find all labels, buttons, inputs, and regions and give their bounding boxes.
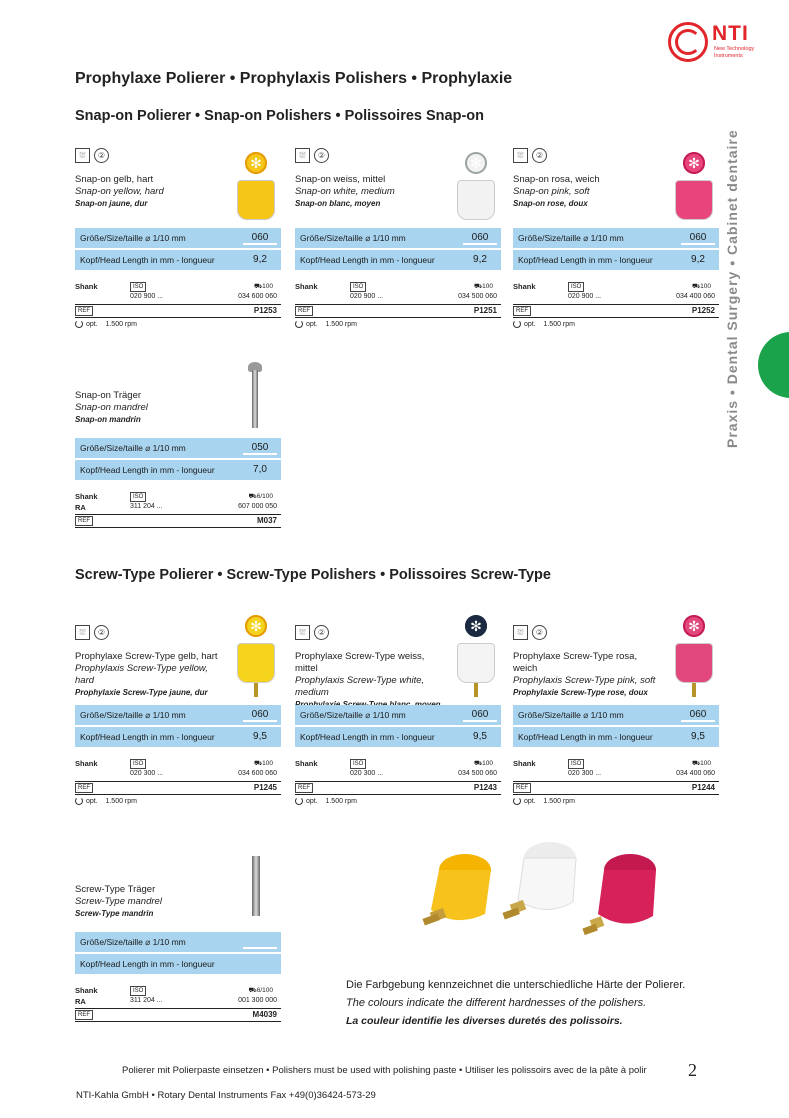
ref-badge: REF [295, 306, 313, 316]
head-length-row [75, 727, 281, 747]
description-en: Screw-Type mandrel [75, 896, 162, 907]
pack-quantity: ⛟6/100 [248, 987, 273, 994]
pack-icon: ⛟ [473, 760, 483, 767]
screw-stem-icon [474, 683, 478, 697]
polisher-top-icon: ✻ [683, 615, 705, 637]
size-row [513, 228, 719, 248]
shank-label: Shank [75, 282, 98, 291]
shank-label: Shank [513, 759, 536, 768]
size-label: Größe/Size/taille ⌀ 1/10 mm [80, 233, 186, 243]
polishers-photo [415, 818, 675, 958]
pack-icon: ⛟ [253, 283, 263, 290]
single-use-icon: ② [532, 625, 547, 640]
description-fr: Snap-on blanc, moyen [295, 199, 381, 208]
product-block [295, 148, 501, 338]
size-value: 060 [251, 232, 269, 243]
ref-code: M037 [256, 516, 277, 525]
size-value: 060 [471, 232, 489, 243]
product-description [295, 651, 445, 711]
size-row [75, 438, 281, 458]
pack-icon: ⛟ [248, 987, 257, 994]
sterilize-icon: ⛆ [295, 625, 310, 640]
single-use-icon: ② [532, 148, 547, 163]
ref-badge: REF [75, 1010, 93, 1020]
ref-code: P1245 [253, 783, 277, 792]
polisher-cup-icon [237, 643, 275, 683]
size-row [513, 705, 719, 725]
head-length-label: Kopf/Head Length in mm - longueur [518, 732, 653, 742]
color-caption [346, 976, 685, 1030]
single-use-icon: ② [94, 148, 109, 163]
iso-badge: ISO [130, 492, 146, 502]
ref-badge: REF [513, 783, 531, 793]
size-row [75, 705, 281, 725]
size-label: Größe/Size/taille ⌀ 1/10 mm [518, 233, 624, 243]
sterilize-icon: ⛆ [295, 148, 310, 163]
size-value: 060 [251, 709, 269, 720]
description-de: Prophylaxe Screw-Type gelb, hart [75, 651, 218, 662]
pack-quantity: ⛟100 [691, 760, 711, 767]
spec-table [295, 705, 501, 749]
shank-label: Shank [75, 986, 98, 995]
pack-quantity: ⛟100 [691, 283, 711, 290]
description-de: Snap-on weiss, mittel [295, 174, 386, 185]
spec-table [75, 438, 281, 482]
pack-quantity: ⛟100 [253, 283, 273, 290]
polisher-cup-icon [675, 643, 713, 683]
description-en: Prophylaxis Screw-Type yellow, hard [75, 663, 208, 686]
shank-label: Shank [75, 759, 98, 768]
description-en: Snap-on pink, soft [513, 186, 590, 197]
product-icons [295, 148, 329, 164]
description-de: Screw-Type Träger [75, 884, 156, 895]
speed-info: opt. 1.500 rpm [513, 320, 575, 328]
logo-subtitle: New Technology Instruments [714, 46, 755, 59]
head-length-label: Kopf/Head Length in mm - longueur [300, 732, 435, 742]
head-length-value: 9,2 [691, 254, 705, 265]
caption-fr: La couleur identifie les diverses duretés des polissoirs. [346, 1015, 623, 1027]
iso-badge: ISO [350, 759, 366, 769]
caption-en: The colours indicate the different hardnesses of the polishers. [346, 997, 647, 1009]
polisher-cup-icon [675, 180, 713, 220]
iso-code-2: 607 000 050 [238, 503, 277, 510]
size-label: Größe/Size/taille ⌀ 1/10 mm [300, 233, 406, 243]
ref-code: P1244 [691, 783, 715, 792]
mandrel-block [75, 852, 281, 1042]
head-length-label: Kopf/Head Length in mm - longueur [518, 255, 653, 265]
description-de: Prophylaxe Screw-Type weiss, mittel [295, 651, 425, 674]
iso-code-2: 034 500 060 [458, 293, 497, 300]
white-polisher-image [502, 842, 576, 919]
product-block [75, 148, 281, 338]
head-length-value: 9,5 [691, 731, 705, 742]
iso-badge: ISO [568, 759, 584, 769]
head-length-value: 7,0 [253, 464, 267, 475]
product-description [513, 651, 663, 699]
iso-code-2: 034 500 060 [458, 770, 497, 777]
size-label: Größe/Size/taille ⌀ 1/10 mm [518, 710, 624, 720]
rotation-icon [513, 320, 521, 328]
head-length-label: Kopf/Head Length in mm - longueur [300, 255, 435, 265]
iso-code-1: 020 900 ... [350, 293, 384, 300]
footer-company: NTI-Kahla GmbH • Rotary Dental Instruments Fax +49(0)36424-573-29 [76, 1090, 376, 1101]
iso-code-2: 001 300 000 [238, 997, 277, 1004]
pack-icon: ⛟ [691, 283, 701, 290]
speed-info: opt. 1.500 rpm [75, 797, 137, 805]
head-length-label: Kopf/Head Length in mm - longueur [80, 255, 215, 265]
pack-quantity: ⛟100 [473, 760, 493, 767]
head-length-row [513, 250, 719, 270]
polisher-top-icon: ✻ [245, 152, 267, 174]
speed-info: opt. 1.500 rpm [295, 320, 357, 328]
ref-badge: REF [75, 516, 93, 526]
description-de: Snap-on Träger [75, 390, 142, 401]
page-number: 2 [688, 1060, 697, 1080]
iso-badge: ISO [130, 986, 146, 996]
iso-code-2: 034 400 060 [676, 293, 715, 300]
iso-code-1: 020 300 ... [568, 770, 602, 777]
head-length-label: Kopf/Head Length in mm - longueur [80, 732, 215, 742]
screw-stem-icon [254, 683, 258, 697]
sterilize-icon: ⛆ [75, 625, 90, 640]
iso-code-1: 020 900 ... [568, 293, 602, 300]
product-description [513, 174, 663, 210]
iso-code-2: 034 600 060 [238, 770, 277, 777]
polisher-top-icon: ✻ [465, 152, 487, 174]
product-description [75, 884, 225, 920]
iso-code-1: 020 300 ... [130, 770, 164, 777]
shank-label: Shank [295, 759, 318, 768]
single-use-icon: ② [314, 148, 329, 163]
rotation-icon [75, 320, 83, 328]
size-row [295, 705, 501, 725]
single-use-icon: ② [314, 625, 329, 640]
product-icons [295, 625, 329, 641]
product-description [75, 651, 225, 699]
description-de: Snap-on gelb, hart [75, 174, 154, 185]
polisher-top-icon: ✻ [683, 152, 705, 174]
ref-code: P1243 [473, 783, 497, 792]
head-length-row [295, 727, 501, 747]
description-en: Snap-on white, medium [295, 186, 395, 197]
page-title: Prophylaxe Polierer • Prophylaxis Polishers • Prophylaxie [75, 70, 513, 87]
caption-de: Die Farbgebung kennzeichnet die unterschiedliche Härte der Polierer. [346, 979, 686, 991]
size-value: 050 [251, 442, 269, 453]
pack-quantity: ⛟6/100 [248, 493, 273, 500]
product-description [295, 174, 445, 210]
rotation-icon [295, 797, 303, 805]
spec-table [75, 705, 281, 749]
head-length-row [75, 954, 281, 974]
ref-badge: REF [295, 783, 313, 793]
product-block [513, 148, 719, 338]
polisher-top-icon: ✻ [465, 615, 487, 637]
iso-badge: ISO [130, 282, 146, 292]
head-length-value: 9,5 [253, 731, 267, 742]
shank-label: Shank [513, 282, 536, 291]
screw-stem-icon [692, 683, 696, 697]
iso-code-2: 034 400 060 [676, 770, 715, 777]
head-length-label: Kopf/Head Length in mm - longueur [80, 959, 215, 969]
iso-code-1: 020 300 ... [350, 770, 384, 777]
mandrel-block [75, 358, 281, 548]
product-block [75, 618, 281, 815]
description-en: Prophylaxis Screw-Type white, medium [295, 675, 425, 698]
single-use-icon: ② [94, 625, 109, 640]
iso-code-1: 311 204 ... [130, 997, 163, 1004]
ref-badge: REF [75, 783, 93, 793]
pack-icon: ⛟ [248, 493, 257, 500]
size-label: Größe/Size/taille ⌀ 1/10 mm [300, 710, 406, 720]
product-description [75, 390, 225, 426]
product-icons [75, 148, 109, 164]
iso-badge: ISO [130, 759, 146, 769]
ref-badge: REF [513, 306, 531, 316]
ref-code: P1253 [253, 306, 277, 315]
iso-code-2: 034 600 060 [238, 293, 277, 300]
description-en: Snap-on yellow, hard [75, 186, 164, 197]
size-row [295, 228, 501, 248]
product-icons [513, 625, 547, 641]
rotation-icon [513, 797, 521, 805]
description-en: Snap-on mandrel [75, 402, 148, 413]
product-block [295, 618, 501, 815]
description-de: Snap-on rosa, weich [513, 174, 600, 185]
spec-table [75, 932, 281, 976]
pack-icon: ⛟ [473, 283, 483, 290]
polisher-cup-icon [457, 643, 495, 683]
yellow-polisher-image [422, 854, 491, 925]
section-title-snap-on: Snap-on Polierer • Snap-on Polishers • Polissoires Snap-on [75, 108, 484, 124]
iso-badge: ISO [568, 282, 584, 292]
rotation-icon [75, 797, 83, 805]
size-value: 060 [689, 709, 707, 720]
size-row [75, 932, 281, 952]
head-length-label: Kopf/Head Length in mm - longueur [80, 465, 215, 475]
pack-quantity: ⛟100 [473, 283, 493, 290]
spec-table [513, 228, 719, 272]
description-fr: Prophylaxie Screw-Type jaune, dur [75, 688, 208, 697]
description-fr: Snap-on mandrin [75, 415, 141, 424]
sterilize-icon: ⛆ [513, 148, 528, 163]
size-label: Größe/Size/taille ⌀ 1/10 mm [80, 937, 186, 947]
shank-label: Shank [75, 492, 98, 501]
speed-info: opt. 1.500 rpm [75, 320, 137, 328]
speed-info: opt. 1.500 rpm [513, 797, 575, 805]
head-length-value: 9,2 [473, 254, 487, 265]
shank-label: Shank [295, 282, 318, 291]
green-section-tab [758, 332, 789, 398]
polisher-cup-icon [237, 180, 275, 220]
description-fr: Snap-on rose, doux [513, 199, 588, 208]
head-length-value [239, 954, 281, 974]
ref-code: P1251 [473, 306, 497, 315]
description-fr: Screw-Type mandrin [75, 909, 154, 918]
nti-logo [668, 22, 768, 64]
head-length-row [75, 250, 281, 270]
iso-badge: ISO [350, 282, 366, 292]
spec-table [513, 705, 719, 749]
logo-name: NTI [712, 22, 749, 45]
speed-info: opt. 1.500 rpm [295, 797, 357, 805]
logo-inner-ring-icon [675, 29, 701, 55]
iso-code-1: 020 900 ... [130, 293, 164, 300]
description-en: Prophylaxis Screw-Type pink, soft [513, 675, 656, 686]
size-value: 060 [471, 709, 489, 720]
ra-label: RA [75, 503, 86, 512]
polisher-cup-icon [457, 180, 495, 220]
head-length-value: 9,2 [253, 254, 267, 265]
rotation-icon [295, 320, 303, 328]
description-fr: Prophylaxie Screw-Type rose, doux [513, 688, 648, 697]
head-length-value: 9,5 [473, 731, 487, 742]
pack-icon: ⛟ [253, 760, 263, 767]
head-length-row [295, 250, 501, 270]
head-length-row [75, 460, 281, 480]
section-title-screw-type: Screw-Type Polierer • Screw-Type Polishers • Polissoires Screw-Type [75, 567, 551, 583]
ref-code: M4039 [252, 1010, 277, 1019]
ra-label: RA [75, 997, 86, 1006]
product-block [513, 618, 719, 815]
side-category-text: Praxis • Dental Surgery • Cabinet dentaire [724, 129, 740, 448]
size-label: Größe/Size/taille ⌀ 1/10 mm [80, 710, 186, 720]
iso-code-1: 311 204 ... [130, 503, 163, 510]
description-de: Prophylaxe Screw-Type rosa, weich [513, 651, 638, 674]
spec-table [75, 228, 281, 272]
ref-code: P1252 [691, 306, 715, 315]
size-row [75, 228, 281, 248]
description-fr: Snap-on jaune, dur [75, 199, 148, 208]
polisher-top-icon: ✻ [245, 615, 267, 637]
product-icons [75, 625, 109, 641]
size-value: 060 [689, 232, 707, 243]
sterilize-icon: ⛆ [75, 148, 90, 163]
product-icons [513, 148, 547, 164]
pack-icon: ⛟ [691, 760, 701, 767]
sterilize-icon: ⛆ [513, 625, 528, 640]
product-description [75, 174, 225, 210]
ref-badge: REF [75, 306, 93, 316]
pack-quantity: ⛟100 [253, 760, 273, 767]
spec-table [295, 228, 501, 272]
head-length-row [513, 727, 719, 747]
size-label: Größe/Size/taille ⌀ 1/10 mm [80, 443, 186, 453]
size-value [239, 932, 281, 952]
footer-note: Polierer mit Polierpaste einsetzen • Polishers must be used with polishing paste • Utiliser les polissoirs avec de la pâte à polir [122, 1065, 647, 1076]
pink-polisher-image [582, 854, 656, 935]
